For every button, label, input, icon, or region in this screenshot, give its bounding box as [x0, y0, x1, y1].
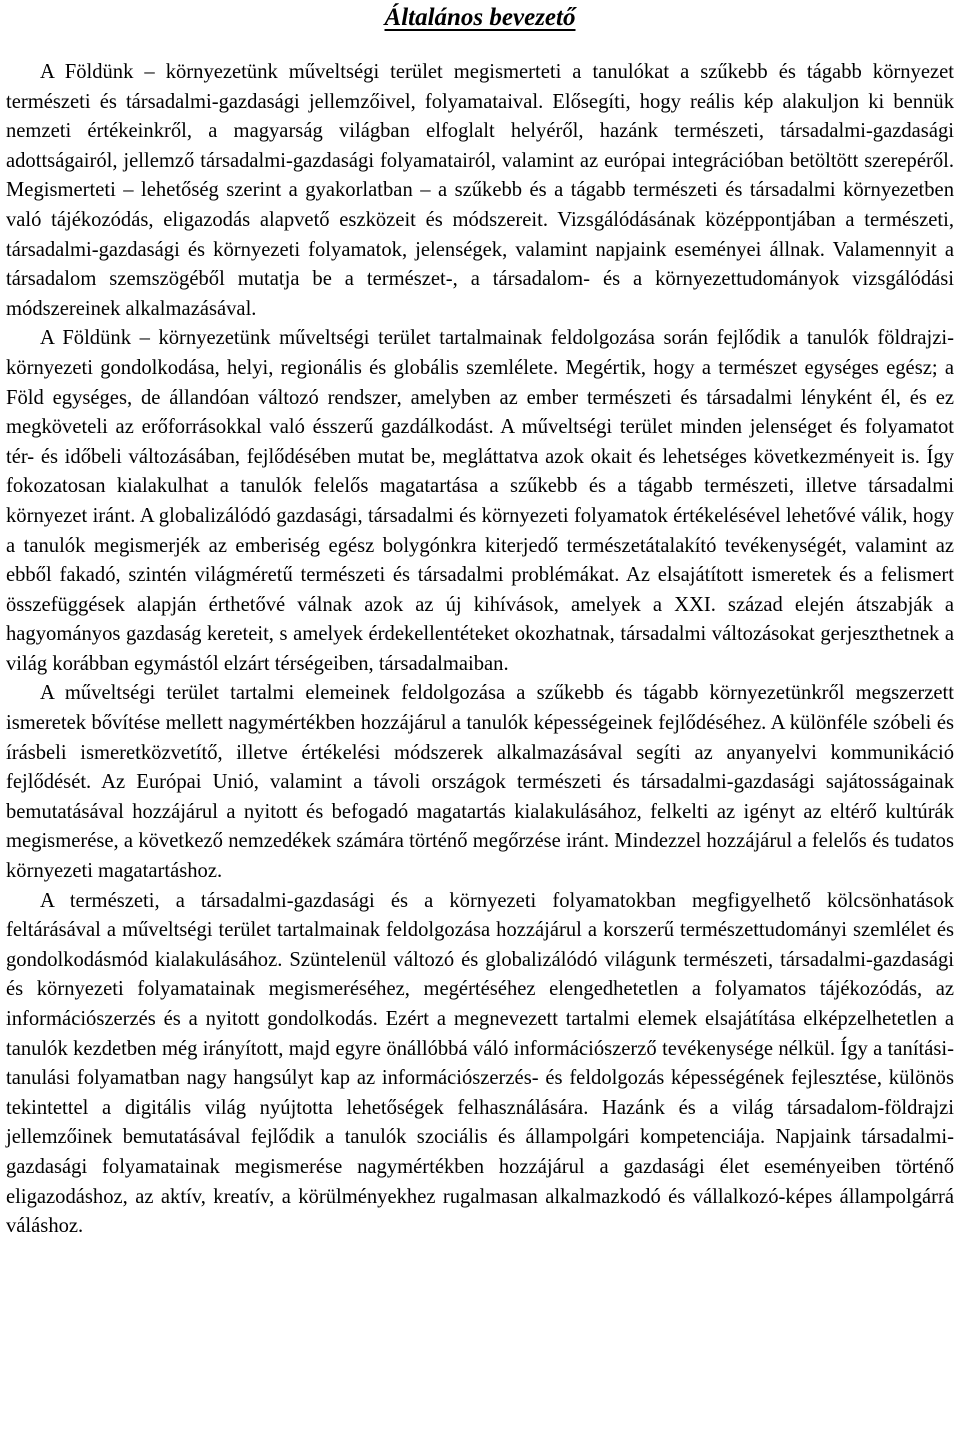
- document-title: Általános bevezető: [384, 4, 576, 31]
- paragraph-thinking-development: A Földünk – környezetünk műveltségi terület tartalmainak feldolgozása során fejlődik a tanulók földrajzi-környezeti gondolkodása, helyi, regionális és globális szemlélete. Megértik, hogy a természet egységes egész; a Föld egységes, de állandóan változó rendszer, amelyben az ember természeti és társadalmi lényként él, és ez megköveteli az erőforrásokkal való ésszerű gazdálkodást. A műveltségi terület minden jelenséget és folyamatot tér- és időbeli változásában, fejlődésében mutat be, megláttatva azok okait és lehetséges következményeit is. Így fokozatosan kialakulhat a tanulók felelős magatartása a szűkebb és a tágabb természeti, illetve társadalmi környezet iránt. A globalizálódó gazdasági, társadalmi és környezeti folyamatok értékelésével lehetővé válik, hogy a tanulók megismerjék az emberiség egész bolygónkra kiterjedő természetátalakító tevékenységét, valamint az ebből fakadó, szintén világméretű természeti és társadalmi problémákat. Az elsajátított ismeretek és a felismert összefüggések alapján érthetővé válnak azok az új kihívások, amelyek a XXI. század elején átszabják a hagyományos gazdaság kereteit, s amelyek érdekellentéteket okozhatnak, társadalmi változásokat gerjeszthetnek a világ korábban egymástól elzárt térségeiben, társadalmaiban.: [6, 327, 954, 675]
- paragraph-intro: A Földünk – környezetünk műveltségi terület megismerteti a tanulókat a szűkebb és tágabb környezet természeti és társadalmi-gazdasági jellemzőivel, folyamataival. Elősegíti, hogy reális kép alakuljon ki bennük nemzeti értékeinkről, a magyarság világban elfoglalt helyéről, hazánk természeti, társadalmi-gazdasági adottságairól, jellemző társadalmi-gazdasági folyamatairól, valamint az európai integrációban betöltött szerepéről. Megismerteti – lehetőség szerint a gyakorlatban – a szűkebb és a tágabb természeti és társadalmi környezetben való tájékozódás, eligazodás alapvető eszközeit és módszereit. Vizsgálódásának középpontjában a természeti, társadalmi-gazdasági és környezeti folyamatok, jelenségek, valamint napjaink eseményei állnak. Valamennyit a társadalom szemszögéből mutatja be a természet-, a társadalom- és a környezettudományok vizsgálódási módszereinek alkalmazásával.: [6, 61, 954, 320]
- paragraph-skills-development: A műveltségi terület tartalmi elemeinek feldolgozása a szűkebb és tágabb környezetünkről megszerzett ismeretek bővítése mellett nagymértékben hozzájárul a tanulók képességeinek fejlődéséhez. A különféle szóbeli és írásbeli ismeretközvetítő, illetve értékelési módszerek alkalmazásával segíti az anyanyelvi kommunikáció fejlődését. Az Európai Unió, valamint a távoli országok természeti és társadalmi-gazdasági sajátosságainak bemutatásával hozzájárul a nyitott és befogadó magatartás kialakulásához, felkelti az igényt az eltérő kultúrák megismerése, a következő nemzedékek számára történő megőrzése iránt. Mindezzel hozzájárul a felelős és tudatos környezeti magatartáshoz.: [6, 682, 954, 883]
- paragraph-information-competence: A természeti, a társadalmi-gazdasági és a környezeti folyamatokban megfigyelhető kölcsönhatások feltárásával a műveltségi terület tartalmainak feldolgozása hozzájárul a korszerű természettudományi szemlélet és gondolkodásmód kialakulásához. Szüntelenül változó és globalizálódó világunk természeti, társadalmi-gazdasági és környezeti folyamatainak megismeréséhez, megértéséhez elengedhetetlen a folyamatos tájékozódás, az információszerzés és a nyitott gondolkodás. Ezért a megnevezett tartalmi elemek elsajátítása elképzelhetetlen a tanulók kezdetben még irányított, majd egyre önállóbbá váló információszerző tevékenysége nélkül. Így a tanítási-tanulási folyamatban nagy hangsúlyt kap az információszerzés- és feldolgozás képességének fejlesztése, különös tekintettel a digitális világ nyújtotta lehetőségek felhasználására. Hazánk és a világ társadalom-földrajzi jellemzőinek bemutatásával fejlődik a tanulók szociális és állampolgári kompetenciája. Napjaink társadalmi-gazdasági folyamatainak megismerése nagymértékben hozzájárul a gazdasági élet eseményeiben történő eligazodáshoz, az aktív, kreatív, a körülményekhez rugalmasan alkalmazkodó és vállalkozó-képes állampolgárrá váláshoz.: [6, 889, 954, 1238]
- title-spacer: [6, 38, 954, 58]
